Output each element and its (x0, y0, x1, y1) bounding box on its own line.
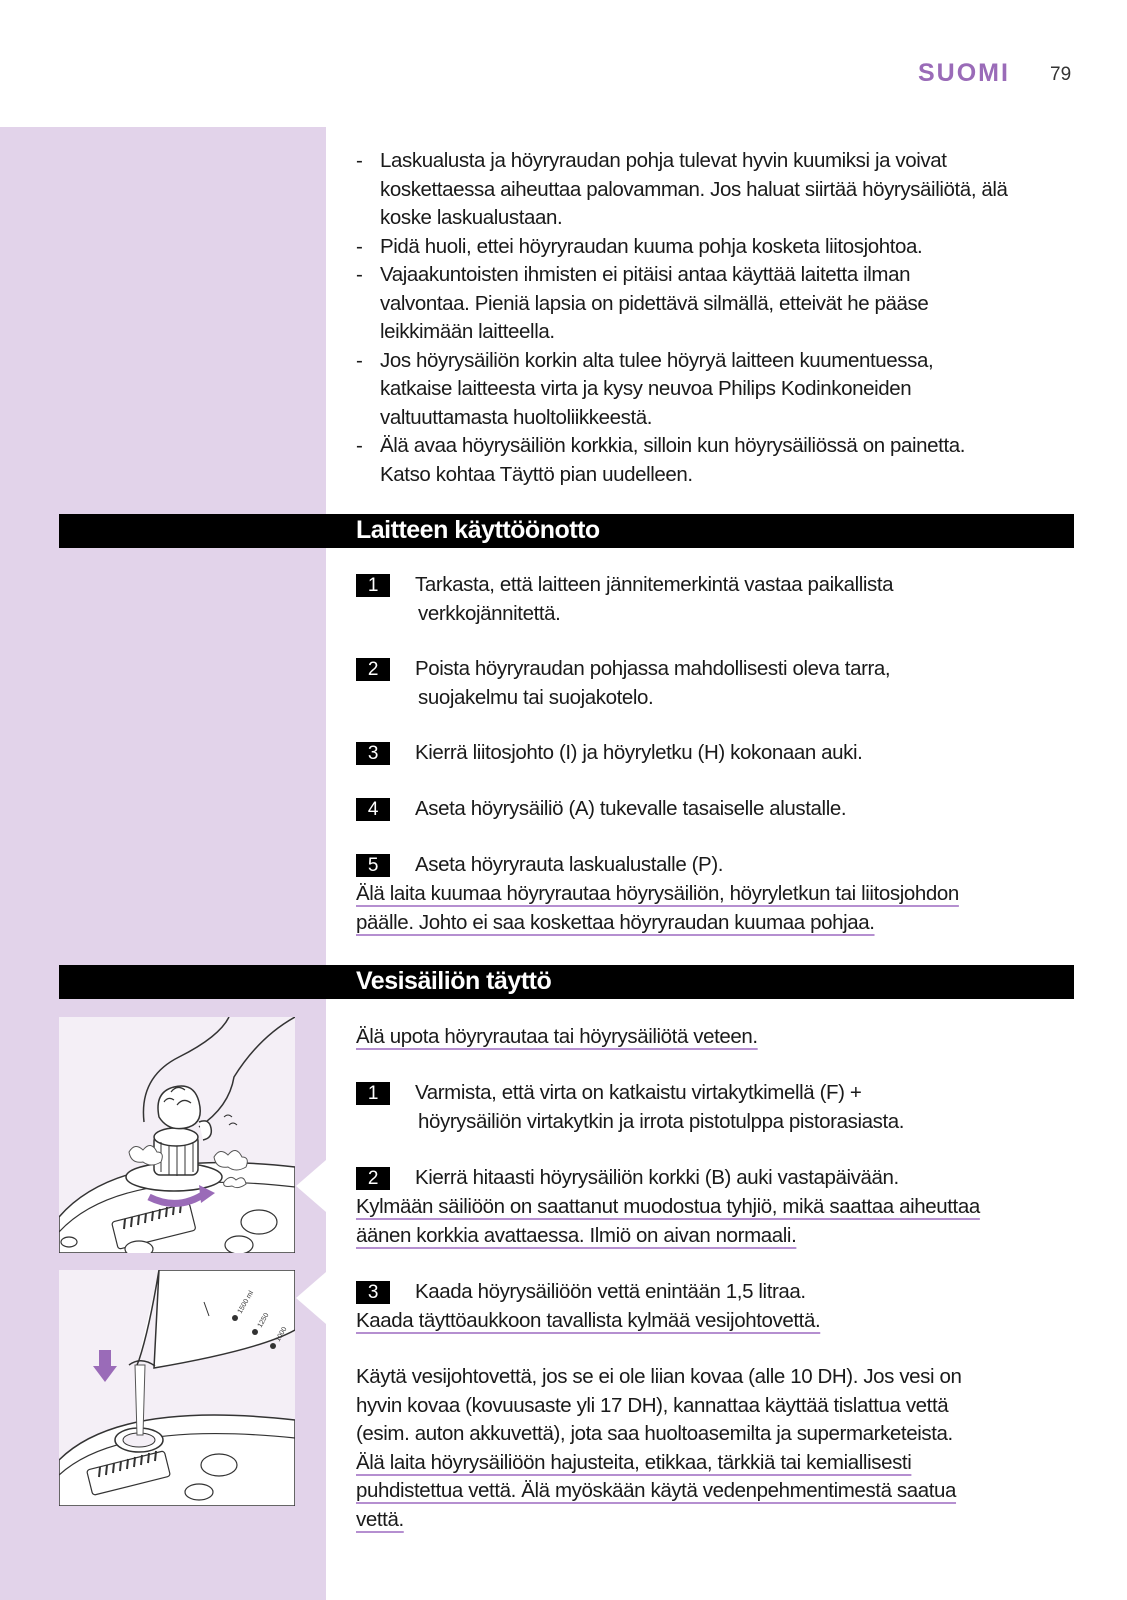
info-note: Kaada täyttöaukkoon tavallista kylmää vesijohtovettä. (356, 1309, 821, 1332)
illustration-unscrew-cap (59, 1017, 295, 1253)
bullet-item: - Vajaakuntoisten ihmisten ei pitäisi antaa käyttää laitetta ilman valvontaa. Pieniä lapsia on pidettävä silmällä, etteivät he pääse leikkimään laitteella. (356, 263, 929, 343)
bullet-item: - Älä avaa höyrysäiliön korkkia, silloin kun höyrysäiliössä on painetta. Katso kohtaa Täyttö pian uudelleen. (356, 434, 966, 486)
water-info-paragraph: Käytä vesijohtovettä, jos se ei ole liian kovaa (alle 10 DH). Jos vesi on hyvin kovaa (kovuusaste yli 17 DH), kannattaa käyttää tislattua vettä (esim. auton akkuvettä), jota saa huoltoasemilta ja supermarketeista. Älä laita höyrysäiliöön hajusteita, etikkaa, tärkkiä tai kemiallisesti puhdistettua vettä. Älä myöskään käytä vedenpehmentimestä saatua vettä. (356, 1365, 962, 1531)
step-number: 5 (356, 854, 390, 877)
warning-note: Älä upota höyryrautaa tai höyrysäiliötä veteen. (356, 1025, 758, 1048)
cap-illustration-icon (59, 1017, 295, 1253)
step-number: 3 (356, 1281, 390, 1304)
scale-label-1500: 1500 ml (236, 1289, 256, 1315)
scale-label-1250: 1250 (256, 1312, 271, 1329)
bullet-item: - Pidä huoli, ettei höyryraudan kuuma pohja kosketa liitosjohtoa. (356, 234, 923, 258)
bullet-item: - Laskualusta ja höyryraudan pohja tulevat hyvin kuumiksi ja voivat koskettaessa aiheuttaa palovamman. Jos haluat siirtää höyrysäiliötä, älä koske laskualustaan. (356, 149, 1008, 229)
warning-note: Älä laita kuumaa höyryrautaa höyrysäiliön, höyryletkun tai liitosjohdon päälle. Johto ei saa koskettaa höyryraudan kuumaa pohjaa. (356, 882, 959, 934)
step-number: 1 (356, 574, 390, 597)
step-number: 4 (356, 798, 390, 821)
intro-bullet-list (356, 147, 1076, 489)
step-item: 4 Aseta höyrysäiliö (A) tukevalle tasaiselle alustalle. (356, 795, 1076, 824)
step-item: 3 Kaada höyrysäiliöön vettä enintään 1,5 litraa. (356, 1278, 1076, 1307)
step-number: 2 (356, 1167, 390, 1190)
step-number: 3 (356, 742, 390, 765)
step-item: 2 Poista höyryraudan pohjassa mahdollisesti oleva tarra, suojakelmu tai suojakotelo. (356, 655, 1076, 712)
step-item: 5 Aseta höyryrauta laskualustalle (P). (356, 851, 1076, 880)
illustration-pointer (296, 1160, 326, 1212)
illustration-pointer (296, 1272, 326, 1324)
page-number: 79 (1050, 64, 1072, 85)
step-item: 1 Tarkasta, että laitteen jännitemerkintä vastaa paikallista verkkojännitettä. (356, 571, 1076, 628)
bullet-item: - Jos höyrysäiliön korkin alta tulee höyryä laitteen kuumentuessa, katkaise laitteesta virta ja kysy neuvoa Philips Kodinkoneiden valtuuttamasta huoltoliikkeestä. (356, 348, 934, 429)
pour-water-illustration-icon (59, 1270, 295, 1506)
section-heading-vesisailion-taytto: Vesisäiliön täyttö (59, 965, 1074, 999)
step-item: 3 Kierrä liitosjohto (I) ja höyryletku (H) kokonaan auki. (356, 739, 1076, 768)
info-note: Kylmään säiliöön on saattanut muodostua tyhjiö, mikä saattaa aiheuttaa äänen korkkia avattaessa. Ilmiö on aivan normaali. (356, 1195, 980, 1247)
step-number: 2 (356, 658, 390, 681)
step-item: 2 Kierrä hitaasti höyrysäiliön korkki (B) auki vastapäivään. (356, 1164, 1076, 1193)
section-heading-kayttoonotto: Laitteen käyttöönotto (59, 514, 1074, 548)
illustration-pour-water (59, 1270, 295, 1506)
step-item: 1 Varmista, että virta on katkaistu virtakytkimellä (F) + höyrysäiliön virtakytkin ja irrota pistotulppa pistorasiasta. (356, 1079, 1076, 1136)
scale-label-1000: 1000 (274, 1326, 289, 1343)
language-label: SUOMI (918, 59, 1010, 87)
step-number: 1 (356, 1082, 390, 1105)
